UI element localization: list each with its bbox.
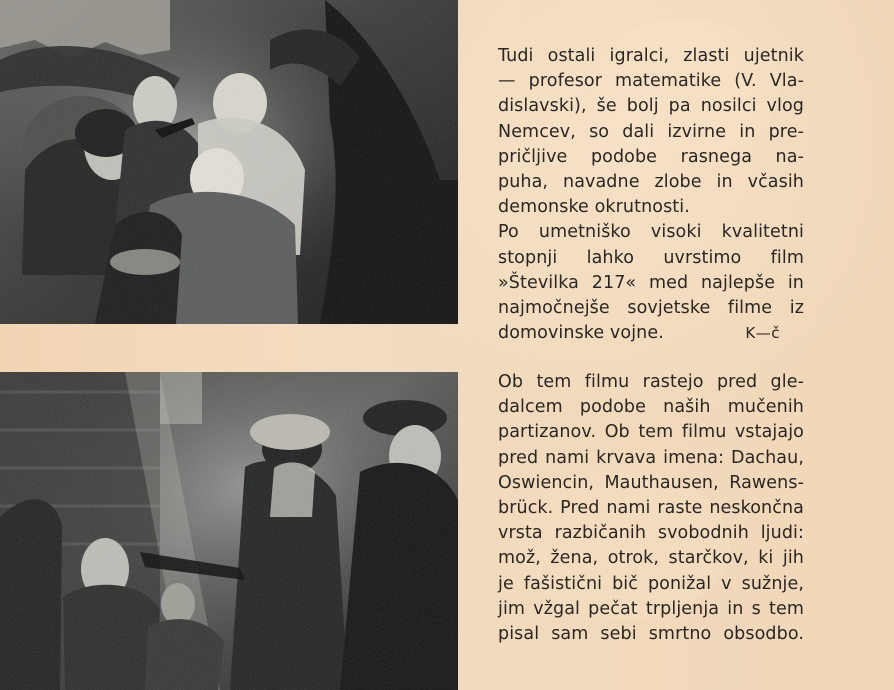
review-final-line	[498, 321, 780, 346]
film-still-group-scene	[0, 0, 458, 324]
review-line-5: pričljive podobe rasnega na-	[498, 146, 804, 167]
review-line-7: demonske okrutnosti.	[498, 197, 690, 218]
review-line-12: domovinske vojne.	[498, 323, 664, 344]
continuation-line-10: jim vžgal pečat trpljenja in s tem	[498, 598, 804, 619]
continuation-line-11: pisal sam sebi smrtno obsodbo.	[498, 624, 804, 645]
review-line-10: »Številka 217« med najlepše in	[498, 272, 804, 293]
group-scene-photo	[0, 0, 458, 324]
review-paragraph	[498, 44, 804, 346]
continuation-line-2: dalcem podobe naših mučenih	[498, 397, 804, 418]
continuation-line-5: Oswiencin, Mauthausen, Rawens-	[498, 472, 804, 493]
continuation-line-7: vrsta razbičanih svobodnih ljudi:	[498, 523, 804, 544]
continuation-line-1: Ob tem filmu rastejo pred gle-	[498, 372, 804, 392]
interrogation-scene-photo	[0, 372, 458, 690]
continuation-line-6: brück. Pred nami raste neskončna	[498, 498, 804, 519]
continuation-paragraph	[498, 370, 804, 647]
continuation-line-9: je fašistični bič ponižal v sužnje,	[498, 573, 804, 594]
review-line-3: dislavski), še bolj pa nosilci vlog	[498, 96, 804, 117]
continuation-text	[498, 370, 804, 647]
continuation-line-4: pred nami krvava imena: Dachau,	[498, 447, 804, 468]
film-review-text	[498, 44, 804, 346]
review-line-6: puha, navadne zlobe in včasih	[498, 172, 804, 193]
review-line-8: Po umetniško visoki kvalitetni	[498, 222, 804, 243]
continuation-line-8: mož, žena, otrok, starčkov, ki jih	[498, 548, 804, 569]
film-still-interrogation-scene	[0, 372, 458, 690]
continuation-line-3: partizanov. Ob tem filmu vstajajo	[498, 422, 804, 443]
review-line-1: Tudi ostali igralci, zlasti ujetnik	[498, 46, 804, 66]
author-signature: K—č	[745, 324, 780, 343]
review-line-11: najmočnejše sovjetske filme iz	[498, 298, 804, 319]
review-line-2: — profesor matematike (V. Vla-	[498, 71, 804, 92]
review-line-9: stopnji lahko uvrstimo film	[498, 247, 804, 268]
review-line-4: Nemcev, so dali izvirne in pre-	[498, 121, 804, 142]
